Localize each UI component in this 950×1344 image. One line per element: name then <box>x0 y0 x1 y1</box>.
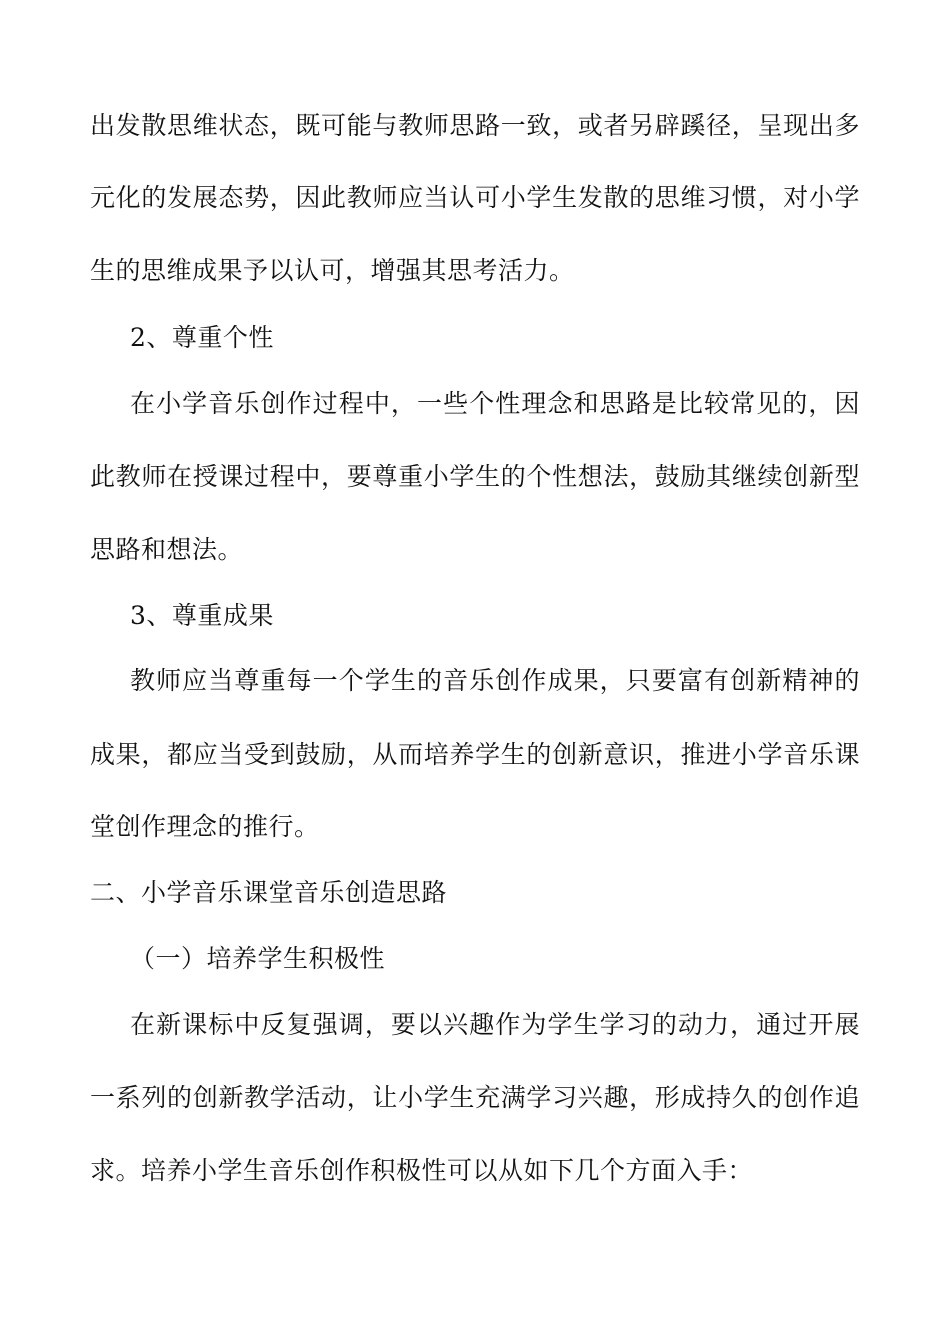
section-heading: 3、尊重成果 <box>130 601 274 630</box>
paragraph-line: 生的思维成果予以认可，增强其思考活力。 <box>90 256 575 285</box>
paragraph-line: 成果，都应当受到鼓励，从而培养学生的创新意识，推进小学音乐课 <box>90 740 860 769</box>
paragraph-line: 教师应当尊重每一个学生的音乐创作成果，只要富有创新精神的 <box>130 666 860 695</box>
chapter-heading: 二、小学音乐课堂音乐创造思路 <box>90 878 448 907</box>
subsection-heading: （一）培养学生积极性 <box>130 944 386 973</box>
paragraph-line: 在小学音乐创作过程中，一些个性理念和思路是比较常见的，因 <box>130 389 860 418</box>
paragraph-line: 出发散思维状态，既可能与教师思路一致，或者另辟蹊径，呈现出多 <box>90 111 860 140</box>
paragraph-line: 一系列的创新教学活动，让小学生充满学习兴趣，形成持久的创作追 <box>90 1083 860 1112</box>
paragraph-line: 在新课标中反复强调，要以兴趣作为学生学习的动力，通过开展 <box>130 1010 860 1039</box>
paragraph-line: 元化的发展态势，因此教师应当认可小学生发散的思维习惯，对小学 <box>90 183 860 212</box>
section-heading: 2、尊重个性 <box>130 323 274 352</box>
paragraph-line: 求。培养小学生音乐创作积极性可以从如下几个方面入手： <box>90 1156 754 1185</box>
paragraph-line: 堂创作理念的推行。 <box>90 812 320 841</box>
paragraph-line: 此教师在授课过程中，要尊重小学生的个性想法，鼓励其继续创新型 <box>90 462 860 491</box>
paragraph-line: 思路和想法。 <box>90 535 244 564</box>
